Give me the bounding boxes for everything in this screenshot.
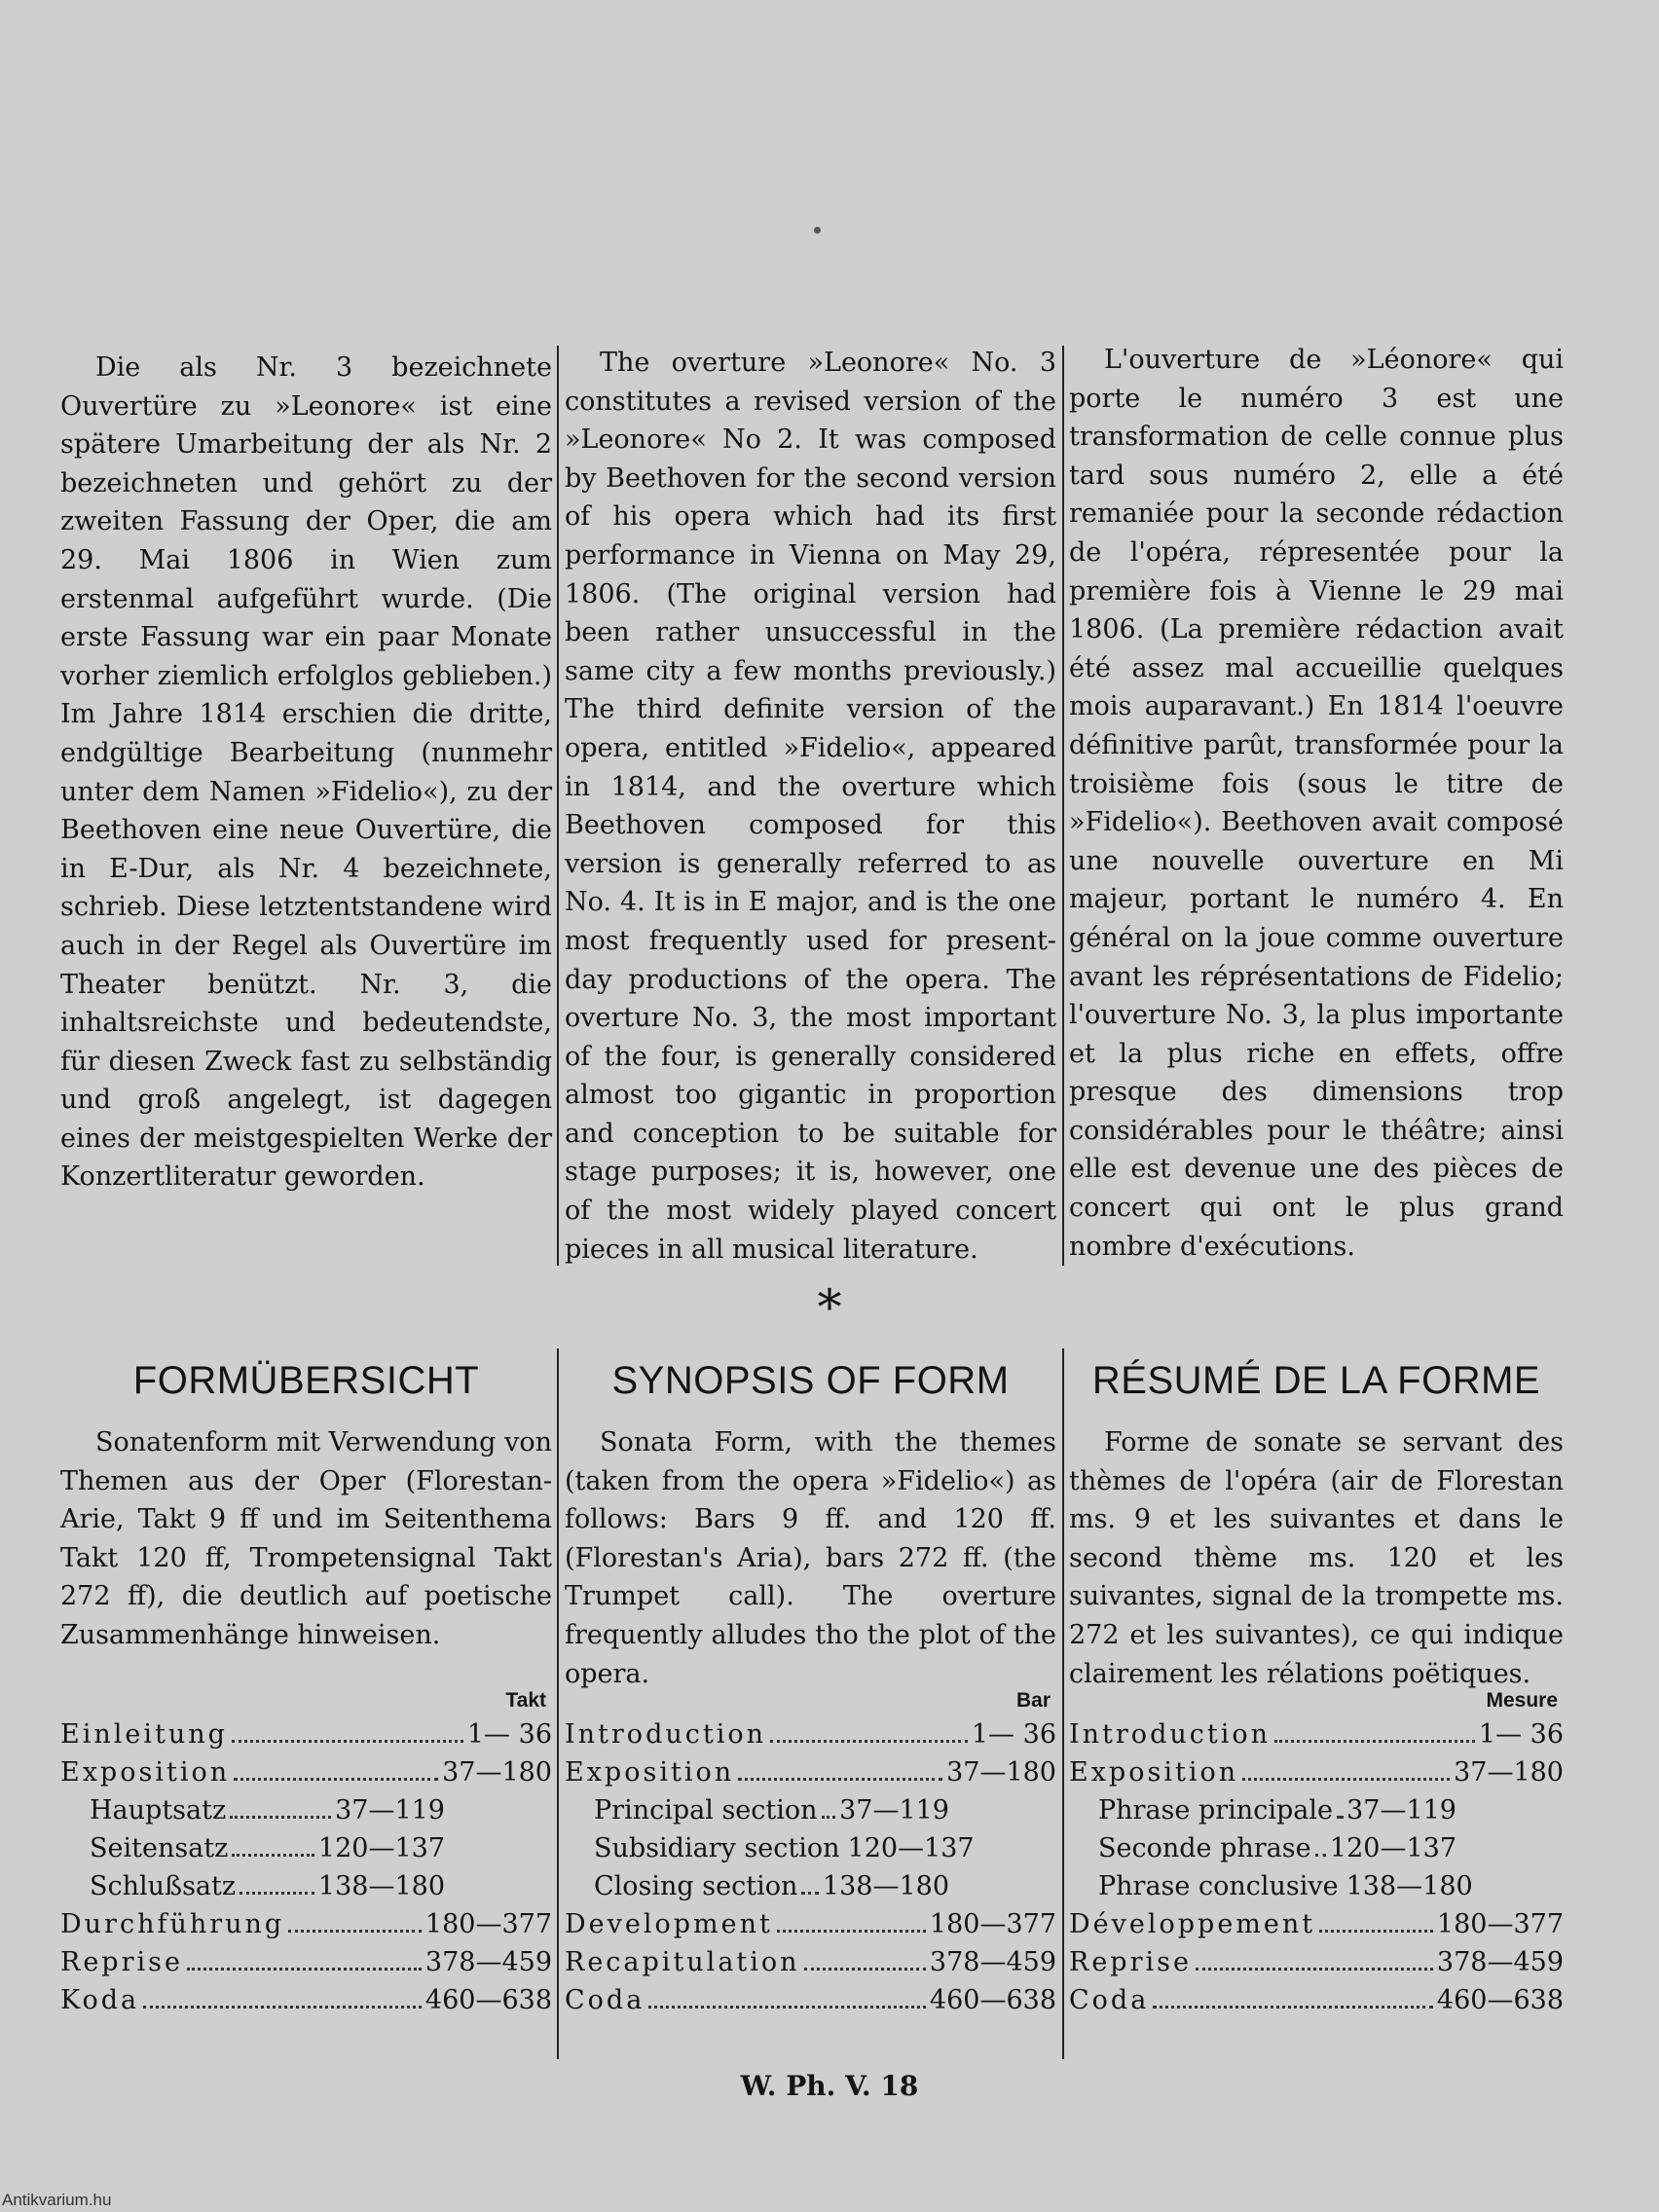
form-text-english: Sonata Form, with the themes (taken from the opera »Fidelio«) as follows: Bars 9 ff. and 120 ff. (Florestan's Aria), bars 272 ff. (the Trumpet call). The overture frequently alludes tho the plot of the opera.	[565, 1427, 1056, 1689]
table-row: Subsidiary section 120—137	[594, 1833, 975, 1863]
column-rule	[557, 1348, 559, 2059]
table-row: Seitensatz 120—137	[90, 1833, 445, 1863]
plate-number: W. Ph. V. 18	[740, 2070, 919, 2102]
paper-speck	[814, 227, 821, 234]
unit-label-german: Takt	[505, 1689, 546, 1712]
form-heading-german: FORMÜBERSICHT	[132, 1359, 480, 1402]
table-row: Phrase principale 37—119	[1098, 1795, 1456, 1825]
table-row: Schlußsatz 138—180	[90, 1871, 445, 1901]
table-row: Coda 460—638	[1069, 1985, 1564, 2015]
unit-label-english: Bar	[1015, 1689, 1051, 1712]
column-rule	[1062, 1348, 1064, 2059]
table-row: Closing section 138—180	[594, 1871, 949, 1901]
form-table-french	[1069, 1715, 1564, 2019]
table-row: Exposition 37—180	[1069, 1757, 1564, 1788]
table-row: Reprise 378—459	[60, 1947, 552, 1977]
form-column-french	[1069, 1423, 1564, 2019]
intro-text-german: Die als Nr. 3 bezeichnete Ouvertüre zu »Leonore« ist eine spätere Umarbeitung der als Nr. 2 bezeichneten und gehört zu der zweiten Fassung der Oper, die am 29. Mai 1806 in Wien zum erstenmal aufgeführt wurde. (Die erste Fassung war ein paar Monate vorher ziemlich erfolglos geblieben.) Im Jahre 1814 erschien die dritte, endgültige Bearbeitung (nunmehr unter dem Namen »Fidelio«), zu der Beethoven eine neue Ouvertüre, die in E-Dur, als Nr. 4 bezeichnete, schrieb. Diese letztentstandene wird auch in der Regel als Ouvertüre im Theater benützt. Nr. 3, die inhaltsreichste und bedeutendste, für diesen Zweck fast zu selbständig und groß angelegt, ist dagegen eines der meistgespielten Werke der Konzertliteratur geworden.	[60, 352, 552, 1193]
table-row: Seconde phrase 120—137	[1098, 1833, 1456, 1863]
section-separator: *	[817, 1279, 842, 1336]
form-text-german: Sonatenform mit Verwendung von Themen aus der Oper (Florestan-Arie, Takt 9 ff und im Seitenthema Takt 120 ff, Trompetensignal Takt 272 ff), die deutlich auf poetische Zusammenhänge hinweisen.	[60, 1427, 552, 1650]
form-heading-english: SYNOPSIS OF FORM	[611, 1359, 1010, 1402]
table-row: Reprise 378—459	[1069, 1947, 1564, 1977]
form-table-english	[565, 1715, 1056, 2019]
table-row: Introduction 1— 36	[565, 1719, 1056, 1750]
form-column-german	[60, 1423, 552, 2019]
form-text-french: Forme de sonate se servant des thèmes de l'opéra (air de Florestan ms. 9 et les suivantes et dans le second thème ms. 120 et les suivantes, signal de la trompette ms. 272 et les suivantes), ce qui indique clairement les rélations poëtiques.	[1069, 1427, 1564, 1689]
table-row: Exposition 37—180	[565, 1757, 1056, 1788]
table-row: Exposition 37—180	[60, 1757, 552, 1788]
column-rule	[1062, 346, 1064, 1266]
intro-text-english: The overture »Leonore« No. 3 constitutes a revised version of the »Leonore« No 2. It was composed by Beethoven for the second version of his opera which had its first performance in Vienna on May 29, 1806. (The original version had been rather unsuccessful in the same city a few months previously.) The third definite version of the opera, entitled »Fidelio«, appeared in 1814, and the overture which Beethoven composed for this version is generally referred to as No. 4. It is in E major, and is the one most frequently used for present-day productions of the opera. The overture No. 3, the most important of the four, is generally considered almost too gigantic in proportion and conception to be suitable for stage purposes; it is, however, one of the most widely played concert pieces in all musical literature.	[565, 348, 1056, 1265]
intro-column-french	[1069, 341, 1564, 1266]
table-row: Durchführung 180—377	[60, 1909, 552, 1939]
table-row: Koda 460—638	[60, 1985, 552, 2015]
table-row: Développement 180—377	[1069, 1909, 1564, 1939]
watermark: Antikvarium.hu	[2, 2191, 112, 2209]
table-row: Recapitulation 378—459	[565, 1947, 1056, 1977]
form-heading-french: RÉSUMÉ DE LA FORME	[1091, 1359, 1541, 1402]
table-row: Development 180—377	[565, 1909, 1056, 1939]
table-row: Principal section 37—119	[594, 1795, 949, 1825]
table-row: Phrase conclusive 138—180	[1098, 1871, 1473, 1901]
form-table-german	[60, 1715, 552, 2019]
table-row: Hauptsatz 37—119	[90, 1795, 445, 1825]
table-row: Einleitung 1— 36	[60, 1719, 552, 1750]
intro-column-english	[565, 344, 1056, 1269]
intro-text-french: L'ouverture de »Léonore« qui porte le numéro 3 est une transformation de celle connue plus tard sous numéro 2, elle a été remaniée pour la seconde rédaction de l'opéra, répresentée pour la première fois à Vienne le 29 mai 1806. (La première rédaction avait été assez mal accueillie quelques mois auparavant.) En 1814 l'oeuvre définitive parût, transformée pour la troisième fois (sous le titre de »Fidelio«). Beethoven avait composé une nouvelle ouverture en Mi majeur, portant le numéro 4. En général on la joue comme ouverture avant les réprésentations de Fidelio; l'ouverture No. 3, la plus importante et la plus riche en effets, offre presque des dimensions trop considérables pour le théâtre; ainsi elle est devenue une des pièces de concert qui ont le plus grand nombre d'exécutions.	[1069, 345, 1564, 1262]
table-row: Introduction 1— 36	[1069, 1719, 1564, 1750]
table-row: Coda 460—638	[565, 1985, 1056, 2015]
form-column-english	[565, 1423, 1056, 2019]
intro-column-german	[60, 349, 552, 1197]
column-rule	[557, 346, 559, 1266]
unit-label-french: Mesure	[1486, 1689, 1558, 1712]
